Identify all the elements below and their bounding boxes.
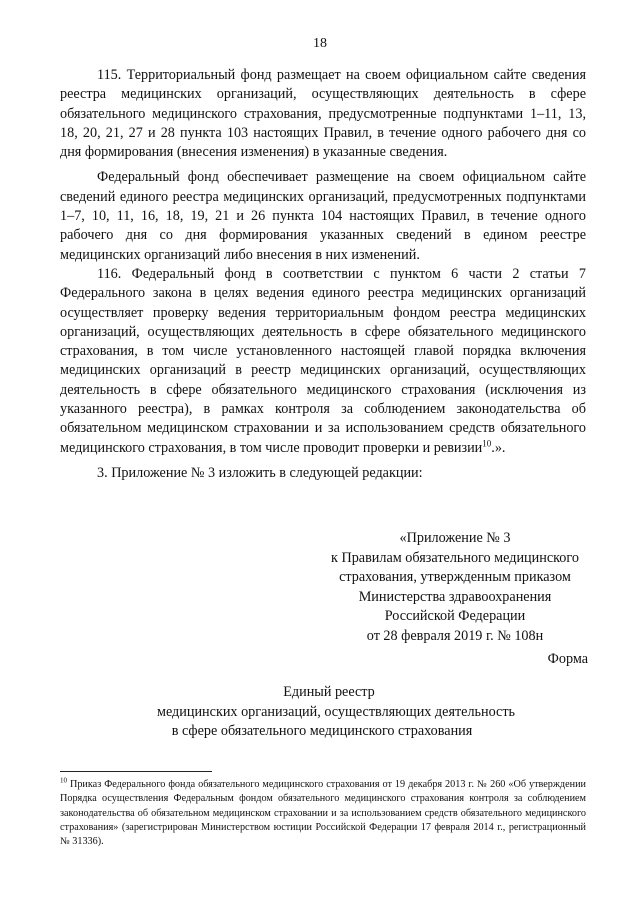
body-text — [60, 66, 586, 483]
registry-title-line: медицинских организаций, осуществляющих деятельность — [156, 703, 516, 720]
registry-title — [0, 683, 640, 742]
paragraph-116-tail: .». — [491, 439, 506, 456]
appendix-header-line: страхования, утвержденным приказом — [339, 569, 571, 585]
footnote-reference[interactable]: 10 — [482, 437, 492, 448]
appendix-header-line: от 28 февраля 2019 г. № 108н — [366, 627, 544, 644]
footnote — [60, 778, 586, 849]
paragraph-115: 115. Территориальный фонд размещает на своем официальном сайте сведения реестра медицинских организаций, осуществляющих деятельность в сфере обязательного медицинского страхования, предусмотренные подпунктами 1–11, 13, 18, 20, 21, 27 и 28 пункта 103 настоящих Правил, в течение одного рабочего дня со дня формирования (внесения изменения) в указанные сведения. — [60, 67, 586, 161]
paragraph-3: 3. Приложение № 3 изложить в следующей редакции: — [97, 464, 423, 481]
paragraph-116 — [60, 265, 586, 458]
paragraph-federal-fund: Федеральный фонд обеспечивает размещение на своем официальном сайте сведений единого реестра медицинских организаций, предусмотренных подпунктами 1–7, 10, 11, 16, 18, 19, 21 и 26 пункта 104 настоящих Правил, в течение одного рабочего дня со дня формирования указанных сведений в едином реестре медицинских организаций либо внесения в них изменений. — [60, 169, 586, 263]
registry-title-line: Единый реестр — [283, 684, 375, 700]
form-label: Форма — [547, 651, 588, 667]
appendix-header-line: Российской Федерации — [384, 608, 526, 624]
footnote-marker: 10 — [60, 776, 67, 785]
page-number: 18 — [313, 36, 327, 51]
appendix-header — [300, 529, 610, 646]
paragraph-116-text: 116. Федеральный фонд в соответствии с пунктом 6 части 2 статьи 7 Федерального закона в целях ведения единого реестра медицинских организаций осуществляет проверку ведения территориальным фондом реестра медицинских организаций, осуществляющих деятельность в сфере обязательного медицинского страхования, в том числе установленного настоящей главой порядка включения медицинских организаций в реестр медицинских организаций, осуществляющих деятельность в сфере обязательного медицинского страхования (исключения из указанного реестра), в рамках контроля за соблюдением законодательства об обязательном медицинском страховании и за использованием средств обязательного медицинского страхования, в том числе проводит проверки и ревизии — [60, 265, 586, 456]
appendix-header-line: «Приложение № 3 — [399, 530, 511, 546]
footnote-text: Приказ Федерального фонда обязательного медицинского страхования от 19 декабря 2013 г. № 260 «Об утверждении Порядка осуществления Федеральным фондом обязательного медицинского страхования контроля за соблюдением законодательства об обязательном медицинском страховании и за использованием средств обязательного медицинского страхования» (зарегистрирован Министерством юстиции Российской Федерации 17 февраля 2014 г., регистрационный № 31336). — [60, 779, 586, 848]
registry-title-line: в сфере обязательного медицинского страхования — [171, 723, 473, 739]
appendix-header-line: к Правилам обязательного медицинского — [331, 549, 579, 566]
footnote-divider — [60, 771, 212, 772]
appendix-header-line: Министерства здравоохранения — [358, 588, 552, 605]
